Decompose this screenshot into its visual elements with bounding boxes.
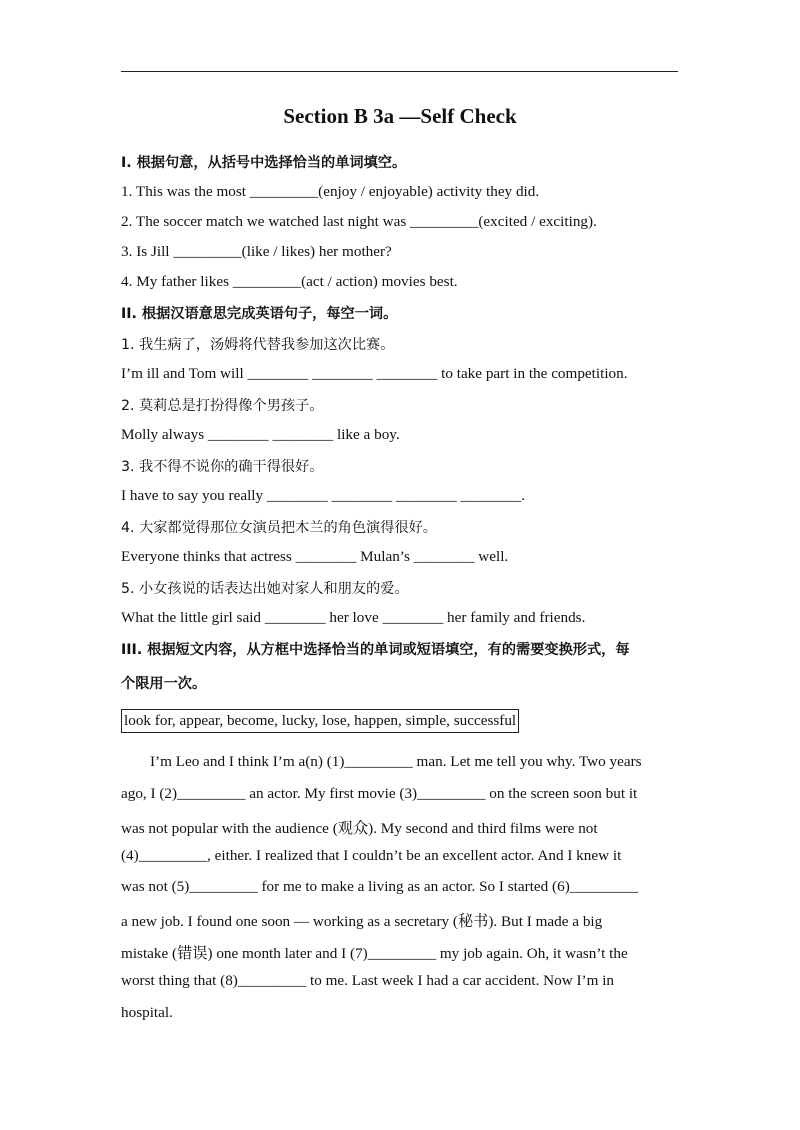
passage-line-4: (4)_________, either. I realized that I couldn’t be an excellent actor. And I knew it	[121, 847, 622, 864]
passage-line-2: ago, I (2)_________ an actor. My first movie (3)_________ on the screen soon but it	[121, 785, 638, 802]
part1-item-1: 1. This was the most _________(enjoy / enjoyable) activity they did.	[121, 183, 540, 200]
part2-item-3-english: I have to say you really ________ ________ ________ ________.	[121, 487, 526, 504]
part2-item-4-chinese: 4. 大家都觉得那位女演员把木兰的角色演得很好。	[121, 520, 437, 536]
word-bank-box: look for, appear, become, lucky, lose, happen, simple, successful	[121, 709, 519, 733]
part2-item-3-chinese: 3. 我不得不说你的确干得很好。	[121, 459, 324, 475]
part2-item-5-english: What the little girl said ________ her love ________ her family and friends.	[121, 609, 586, 626]
part2-heading: II. 根据汉语意思完成英语句子，每空一词。	[121, 306, 398, 322]
passage-line-6: a new job. I found one soon — working as a secretary (秘书). But I made a big	[121, 913, 603, 930]
part2-item-1-chinese: 1. 我生病了，汤姆将代替我参加这次比赛。	[121, 337, 395, 353]
part2-item-1-english: I’m ill and Tom will ________ ________ ________ to take part in the competition.	[121, 365, 628, 382]
passage-line-5: was not (5)_________ for me to make a living as an actor. So I started (6)_________	[121, 878, 639, 895]
part3-heading-line2: 个限用一次。	[121, 676, 207, 692]
passage-line-3: was not popular with the audience (观众). My second and third films were not	[121, 820, 598, 837]
page-title: Section B 3a —Self Check	[283, 104, 517, 128]
part1-item-4: 4. My father likes _________(act / action) movies best.	[121, 273, 458, 290]
passage-line-1: I’m Leo and I think I’m a(n) (1)_________ man. Let me tell you why. Two years	[150, 753, 642, 770]
passage-line-8: worst thing that (8)_________ to me. Last week I had a car accident. Now I’m in	[121, 972, 615, 989]
part2-item-4-english: Everyone thinks that actress ________ Mulan’s ________ well.	[121, 548, 509, 565]
part1-item-2: 2. The soccer match we watched last night was _________(excited / exciting).	[121, 213, 597, 230]
part1-item-3: 3. Is Jill _________(like / likes) her mother?	[121, 243, 392, 260]
part2-item-2-chinese: 2. 莫莉总是打扮得像个男孩子。	[121, 398, 324, 414]
part2-item-5-chinese: 5. 小女孩说的话表达出她对家人和朋友的爱。	[121, 581, 409, 597]
part2-item-2-english: Molly always ________ ________ like a boy.	[121, 426, 400, 443]
part1-heading: I. 根据句意，从括号中选择恰当的单词填空。	[121, 155, 407, 171]
part3-heading-line1: III. 根据短文内容，从方框中选择恰当的单词或短语填空，有的需要变换形式，每	[121, 642, 630, 658]
passage-line-9: hospital.	[121, 1004, 173, 1021]
passage-line-7: mistake (错误) one month later and I (7)_________ my job again. Oh, it wasn’t the	[121, 945, 628, 962]
header-rule	[121, 71, 678, 72]
